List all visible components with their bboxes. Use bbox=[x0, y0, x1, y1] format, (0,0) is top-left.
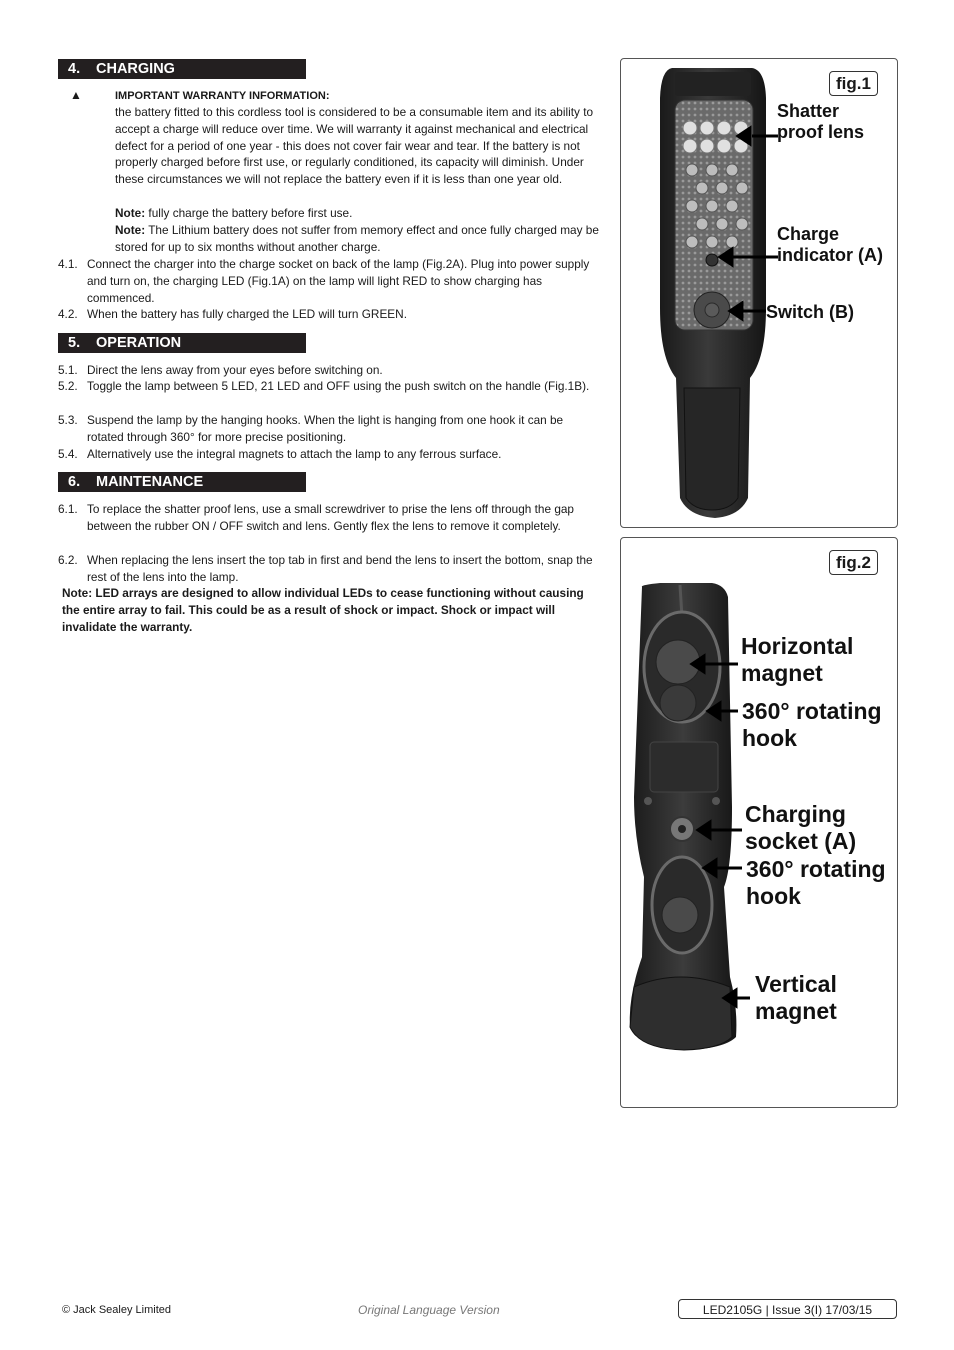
section-heading-charging: 4. CHARGING bbox=[58, 59, 306, 79]
callout-rotating-hook-bottom: 360° rotating hook bbox=[746, 856, 886, 909]
list-item: 6.2. When replacing the lens insert the top tab in first and bend the lens to insert the bottom, snap the rest of the lens into the lamp. bbox=[58, 553, 593, 584]
maintenance-note: Note: LED arrays are designed to allow individual LEDs to cease functioning without causing the entire array to fail. This could be as a result of shock or impact. Shock or impact will invalidate the warranty. bbox=[62, 586, 584, 634]
list-item: 4.1. Connect the charger into the charge socket on back of the lamp (Fig.2A). Plug into power supply and turn on, the charging LED (Fig.1A) on the lamp will light RED to show charging has commenced. bbox=[58, 257, 590, 305]
callout-horizontal-magnet: Horizontal magnet bbox=[741, 633, 854, 686]
list-item: 4.2. When the battery has fully charged the LED will turn GREEN. bbox=[58, 307, 407, 321]
note-lithium: Note: The Lithium battery does not suffer from memory effect and once fully charged may be stored for up to six months without another charge. bbox=[115, 223, 599, 254]
list-item: 5.1. Direct the lens away from your eyes before switching on. bbox=[58, 363, 383, 377]
callout-switch: Switch (B) bbox=[766, 302, 854, 322]
list-item: 5.2. Toggle the lamp between 5 LED, 21 LED and OFF using the push switch on the handle (Fig.1B). bbox=[58, 379, 590, 393]
callout-vertical-magnet: Vertical magnet bbox=[755, 971, 837, 1024]
note-first-use: Note: fully charge the battery before first use. bbox=[115, 206, 353, 220]
warning-heading: IMPORTANT WARRANTY INFORMATION: bbox=[115, 90, 330, 102]
list-item: 5.3. Suspend the lamp by the hanging hooks. When the light is hanging from one hook it can be rotated through 360° for more precise positioning. bbox=[58, 413, 564, 444]
section-heading-maintenance: 6. MAINTENANCE bbox=[58, 472, 306, 492]
vertical-magnet bbox=[630, 977, 732, 1050]
warning-text: the battery fitted to this cordless tool is considered to be a consumable item and its ability to accept a charge will reduce over time. We will warranty it against mechanical and electrical defect for a period of one year - this does not cover fair wear and tear. If the battery is not properly charged before first use, or regularly conditioned, its capacity will diminish. Under these circumstances we will not replace the battery even if it is less than one year old. bbox=[115, 105, 594, 187]
callout-charge-indicator: Charge indicator (A) bbox=[777, 224, 883, 265]
callout-shatter-proof-lens: Shatter proof lens bbox=[777, 101, 865, 142]
figure-2-label: fig.2 bbox=[829, 550, 878, 575]
charge-indicator-led bbox=[706, 254, 718, 266]
footer-version: Original Language Version bbox=[358, 1303, 500, 1317]
figure-1-label: fig.1 bbox=[829, 71, 878, 96]
callout-rotating-hook-top: 360° rotating hook bbox=[742, 698, 882, 751]
section-heading-operation: 5. OPERATION bbox=[58, 333, 306, 353]
list-item: 6.1. To replace the shatter proof lens, use a small screwdriver to prise the lens off through the gap between the rubber ON / OFF switch and lens. Gently flex the lens to remove it completely. bbox=[58, 502, 574, 533]
footer-document-ref: LED2105G | Issue 3(I) 17/03/15 bbox=[678, 1299, 897, 1319]
callout-charging-socket: Charging socket (A) bbox=[745, 801, 857, 854]
footer-copyright: © Jack Sealey Limited bbox=[62, 1304, 171, 1316]
warning-symbol: ▲ bbox=[70, 88, 82, 102]
list-item: 5.4. Alternatively use the integral magnets to attach the lamp to any ferrous surface. bbox=[58, 447, 502, 461]
